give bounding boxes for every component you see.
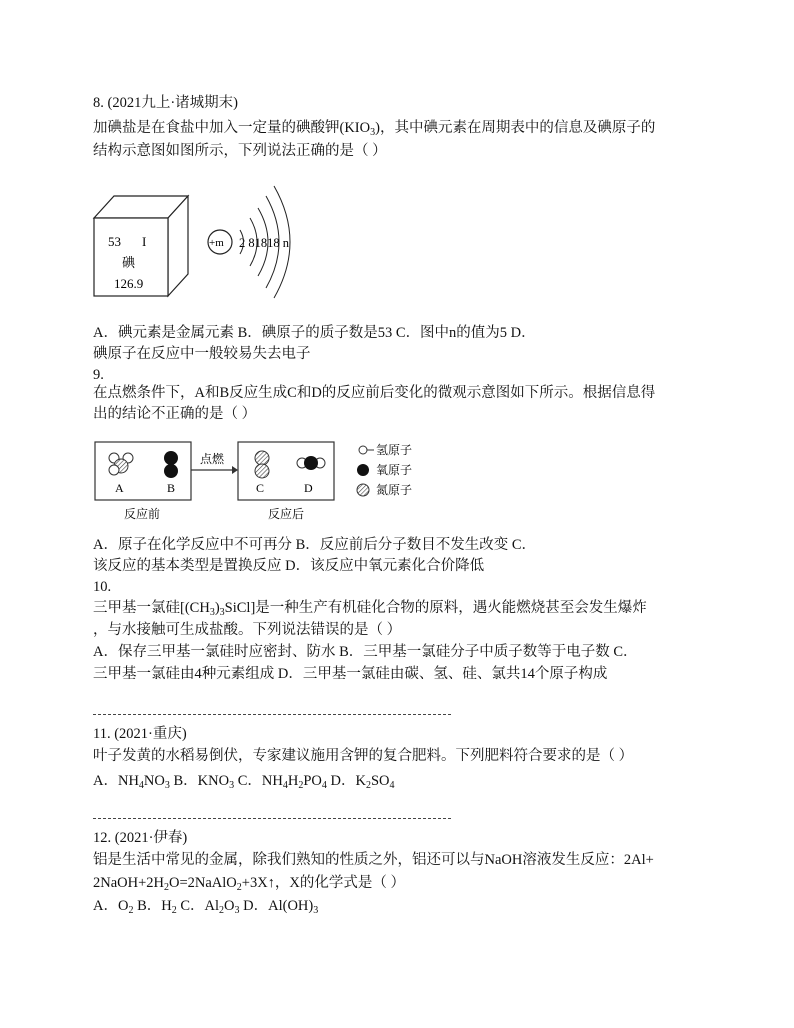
reaction-figure (92, 432, 432, 524)
q11-stem: 叶子发黄的水稻易倒伏，专家建议施用含钾的复合肥料。下列肥料符合要求的是（ ） (93, 748, 634, 764)
atomic-mass: 126.9 (114, 276, 144, 291)
legend-o-label: 氧原子 (376, 463, 413, 477)
nucleus-charge: +m (209, 237, 224, 249)
legend-h-label: 氢原子 (376, 443, 413, 457)
q9-options-line2: 该反应的基本类型是置换反应 D．该反应中氧元素化合价降低 (93, 558, 485, 574)
q10-options-line1: A．保存三甲基一氯硅时应密封、防水 B．三甲基一氯硅分子中质子数等于电子数 C． (93, 644, 638, 660)
caption-before: 反应前 (124, 507, 161, 521)
q9-number: 9. (93, 367, 104, 383)
label-b: B (167, 481, 176, 495)
q9-options-line1: A．原子在化学反应中不可再分 B．反应前后分子数目不发生改变 C． (93, 537, 537, 553)
q10-stem-line2: ，与水接触可生成盐酸。下列说法错误的是（ ） (93, 622, 402, 638)
q12-options: A．$O_2$ B．$H_2$ C．$Al_2O_3$ D．$Al(OH)_3$ (93, 898, 319, 916)
a-h-atom-3 (109, 465, 119, 475)
caption-after: 反应后 (268, 507, 305, 521)
legend-o-swatch (357, 464, 369, 476)
q8-options-line1: A．碘元素是金属元素 B．碘原子的质子数是53 C．图中n的值为5 D． (93, 325, 536, 341)
q12-stem-line1: 铝是生活中常见的金属，除我们熟知的性质之外，铝还可以与NaOH溶液发生反应：2Al+ (93, 852, 654, 868)
legend-n-label: 氮原子 (376, 483, 413, 497)
q8-stem-line2: 结构示意图如图所示，下列说法正确的是（ ） (93, 143, 387, 159)
label-c: C (256, 481, 265, 495)
c-n-atom-1 (255, 451, 269, 465)
q8-header: 8. (2021九上·诸城期末) (93, 95, 238, 111)
iodine-figure (92, 178, 312, 303)
element-name: 碘 (122, 255, 136, 270)
legend-n-swatch (357, 484, 369, 496)
d-o-atom (304, 456, 318, 470)
after-box (238, 442, 334, 500)
arrow-head (232, 466, 238, 474)
q10-stem-line1: 三甲基一氯硅$[(CH_3)_3SiCl]$是一种生产有机硅化合物的原料，遇火能燃烧甚至会发生爆炸 (93, 600, 647, 618)
q10-number: 10. (93, 579, 112, 595)
q11-header: 11. (2021·重庆) (93, 726, 187, 742)
q9-stem-line1: 在点燃条件下，A和B反应生成C和D的反应前后变化的微观示意图如下所示。根据信息得 (93, 385, 656, 401)
label-d: D (304, 481, 313, 495)
arrow-label: 点燃 (200, 452, 225, 466)
element-symbol: I (142, 234, 147, 249)
q11-options: A．$NH_4NO_3$ B．$KNO_3$ C．$NH_4H_2PO_4$ D．$K_2SO_4$ (93, 773, 395, 791)
q9-stem-line2: 出的结论不正确的是（ ） (93, 406, 257, 422)
legend-h-swatch (359, 446, 367, 454)
q8-options-line2: 碘原子在反应中一般较易失去电子 (93, 346, 311, 362)
q10-options-line2: 三甲基一氯硅由4种元素组成 D．三甲基一氯硅由碳、氢、硅、氯共14个原子构成 (93, 666, 608, 682)
b-o-atom-1 (164, 451, 178, 465)
label-a: A (115, 481, 124, 495)
q12-header: 12. (2021·伊春) (93, 830, 188, 846)
separator-1 (93, 714, 451, 715)
electron-shell-counts: 2 81818 n (239, 236, 289, 250)
c-n-atom-2 (255, 464, 269, 478)
atomic-number: 53 (108, 234, 121, 249)
q8-stem-line1: 加碘盐是在食盐中加入一定量的碘酸钾$(KIO_3)$，其中碘元素在周期表中的信息及碘原子的 (93, 120, 656, 138)
q12-stem-line2: $2NaOH+2H_2O=2NaAlO_2+3X↑$，X的化学式是（ ） (93, 875, 406, 893)
b-o-atom-2 (164, 464, 178, 478)
separator-2 (93, 818, 451, 819)
